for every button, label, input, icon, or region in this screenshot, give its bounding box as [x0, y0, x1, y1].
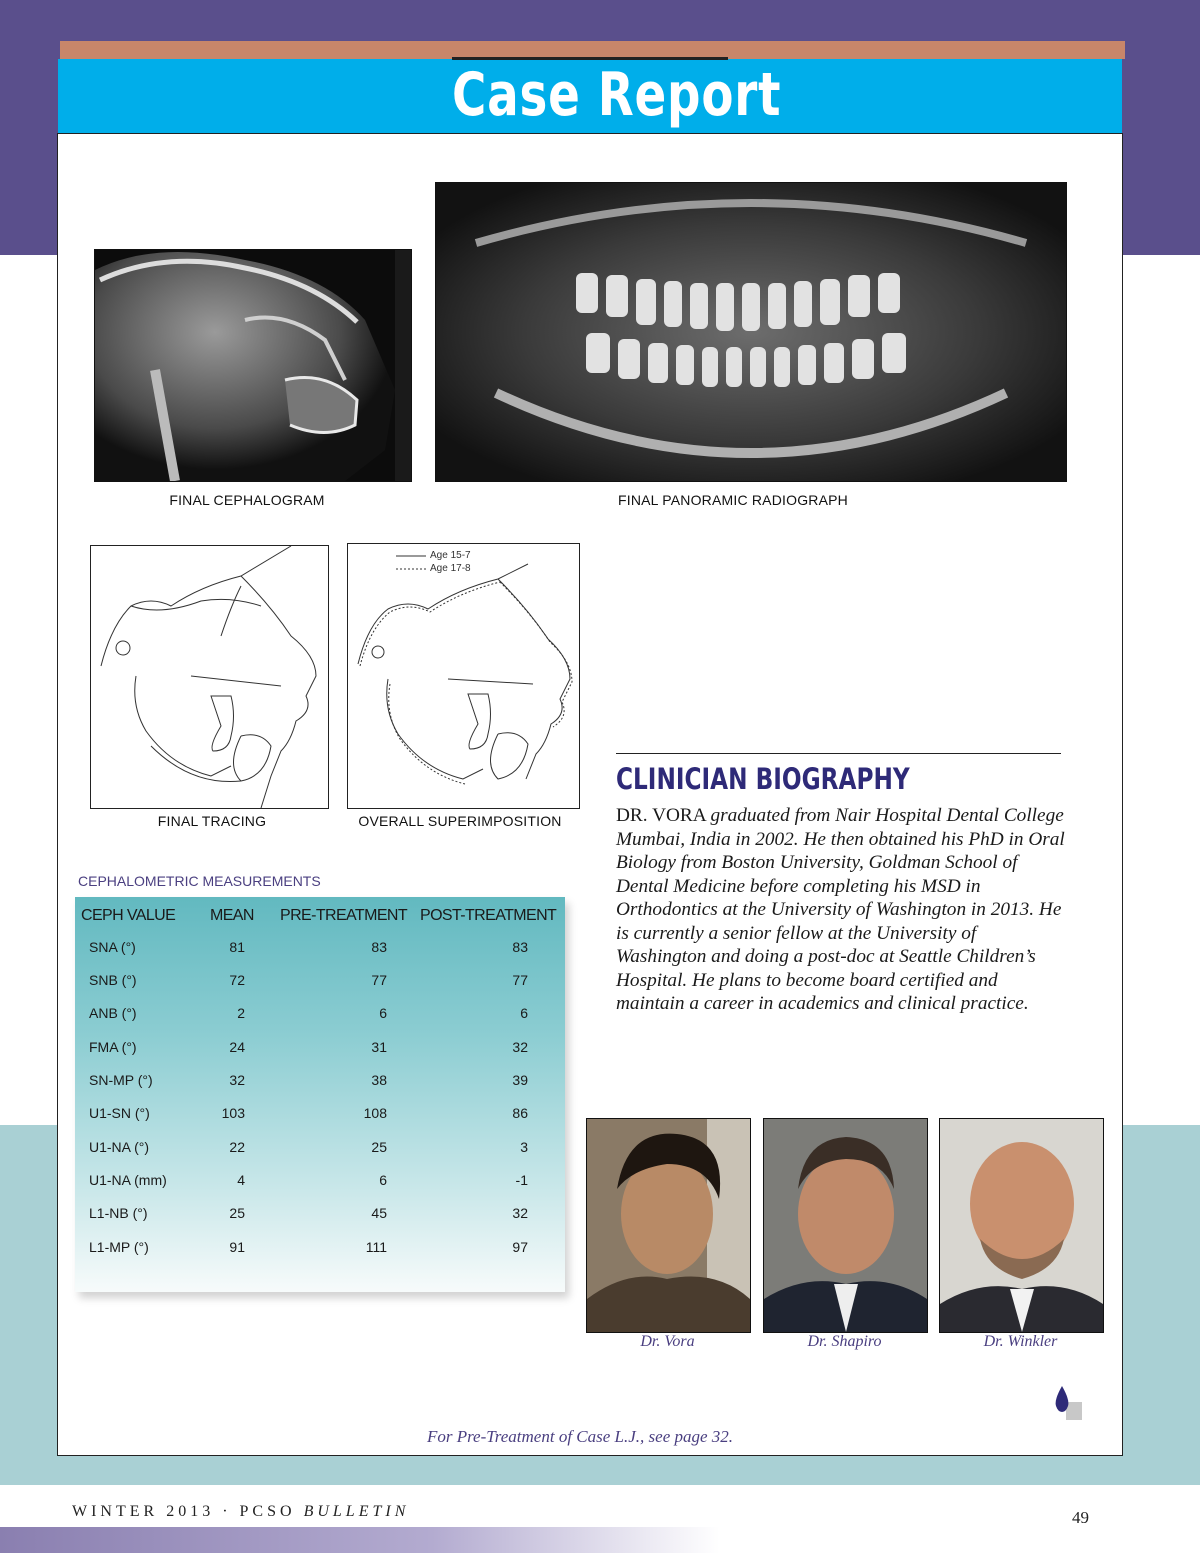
table-cell: U1-NA (°)	[89, 1139, 150, 1155]
table-cell: L1-MP (°)	[89, 1239, 149, 1255]
table-cell: ANB (°)	[89, 1005, 137, 1021]
photo-caption: Dr. Vora	[640, 1333, 695, 1350]
table-cell: 6	[379, 1005, 387, 1021]
final-tracing-image	[90, 545, 329, 809]
table-cell: 97	[512, 1239, 528, 1255]
portrait-vora	[586, 1118, 751, 1333]
photo-caption: Dr. Shapiro	[807, 1333, 882, 1350]
bio-lead: DR. VORA	[616, 805, 706, 826]
table-cell: SN-MP (°)	[89, 1072, 153, 1088]
table-cell: SNA (°)	[89, 939, 136, 955]
table-cell: 108	[363, 1105, 387, 1121]
table-cell: L1-NB (°)	[89, 1205, 148, 1221]
table-cell: 24	[229, 1039, 245, 1055]
table-cell: 39	[512, 1072, 528, 1088]
tracing-caption: FINAL TRACING	[157, 813, 267, 829]
column-header: POST-TREATMENT	[420, 907, 557, 924]
column-header: CEPH VALUE	[81, 907, 176, 924]
footer-pub: PCSO	[239, 1503, 296, 1520]
table-cell: 77	[371, 972, 387, 988]
table-cell: 83	[371, 939, 387, 955]
table-cell: 103	[221, 1105, 245, 1121]
superimposition-caption: OVERALL SUPERIMPOSITION	[358, 813, 562, 829]
panoramic-caption: FINAL PANORAMIC RADIOGRAPH	[617, 492, 848, 508]
table-cell: 22	[229, 1139, 245, 1155]
table-cell: 2	[237, 1005, 245, 1021]
portrait-winkler	[939, 1118, 1104, 1333]
footer-pub-italic: BULLETIN	[303, 1503, 410, 1520]
legend-dotted-label: Age 17-8	[430, 563, 471, 574]
table-cell: 38	[371, 1072, 387, 1088]
table-cell: 31	[371, 1039, 387, 1055]
superimposition-image	[347, 543, 580, 809]
table-cell: 81	[229, 939, 245, 955]
table-cell: 45	[371, 1205, 387, 1221]
table-cell: -1	[515, 1172, 528, 1188]
table-cell: 72	[229, 972, 245, 988]
table-cell: 6	[520, 1005, 528, 1021]
table-cell: 3	[520, 1139, 528, 1155]
portrait-shapiro	[763, 1118, 928, 1333]
footer-separator: ·	[222, 1503, 232, 1520]
table-cell: U1-NA (mm)	[89, 1172, 167, 1188]
table-cell: SNB (°)	[89, 972, 137, 988]
bio-heading: CLINICIAN BIOGRAPHY	[616, 762, 910, 796]
table-cell: 6	[379, 1172, 387, 1188]
bio-divider	[616, 753, 1061, 754]
table-cell: 25	[229, 1205, 245, 1221]
bio-paragraph	[616, 804, 1066, 1016]
table-cell: 4	[237, 1172, 245, 1188]
column-header: PRE-TREATMENT	[280, 907, 408, 924]
measurements-table	[75, 897, 565, 1292]
table-cell: 32	[512, 1205, 528, 1221]
table-cell: 86	[512, 1105, 528, 1121]
footer-season: WINTER 2013	[72, 1503, 215, 1520]
table-cell: 25	[371, 1139, 387, 1155]
legend-solid-label: Age 15-7	[430, 550, 471, 561]
column-header: MEAN	[210, 907, 254, 924]
page-number: 49	[1072, 1508, 1089, 1527]
drop-icon	[1052, 1384, 1086, 1424]
table-cell: 77	[512, 972, 528, 988]
table-cell: 32	[512, 1039, 528, 1055]
photo-caption: Dr. Winkler	[983, 1333, 1058, 1350]
table-cell: 91	[229, 1239, 245, 1255]
table-cell: FMA (°)	[89, 1039, 137, 1055]
table-cell: 32	[229, 1072, 245, 1088]
table-cell: U1-SN (°)	[89, 1105, 150, 1121]
measurements-title: CEPHALOMETRIC MEASUREMENTS	[78, 873, 321, 889]
footer-publication	[72, 1503, 409, 1521]
bio-body: graduated from Nair Hospital Dental College Mumbai, India in 2002. He then obtained his PhD in Oral Biology from Boston University, Goldman School of Dental Medicine before completing his MSD in Orthodontics at the University of Washington in 2013. He is currently a senior fellow at the University of Washington and doing a post-doc at Seattle Children’s Hospital. He plans to become board certified and maintain a career in academics and clinical practice.	[616, 805, 1065, 1014]
panoramic-radiograph-image	[435, 182, 1067, 482]
table-cell: 83	[512, 939, 528, 955]
cephalogram-caption: FINAL CEPHALOGRAM	[169, 492, 325, 508]
cephalogram-image	[94, 249, 412, 482]
footnote: For Pre-Treatment of Case L.J., see page 32.	[426, 1427, 734, 1446]
footer-gradient-bar	[0, 1527, 720, 1553]
table-cell: 111	[365, 1239, 387, 1255]
page-title: Case Report	[452, 60, 782, 130]
